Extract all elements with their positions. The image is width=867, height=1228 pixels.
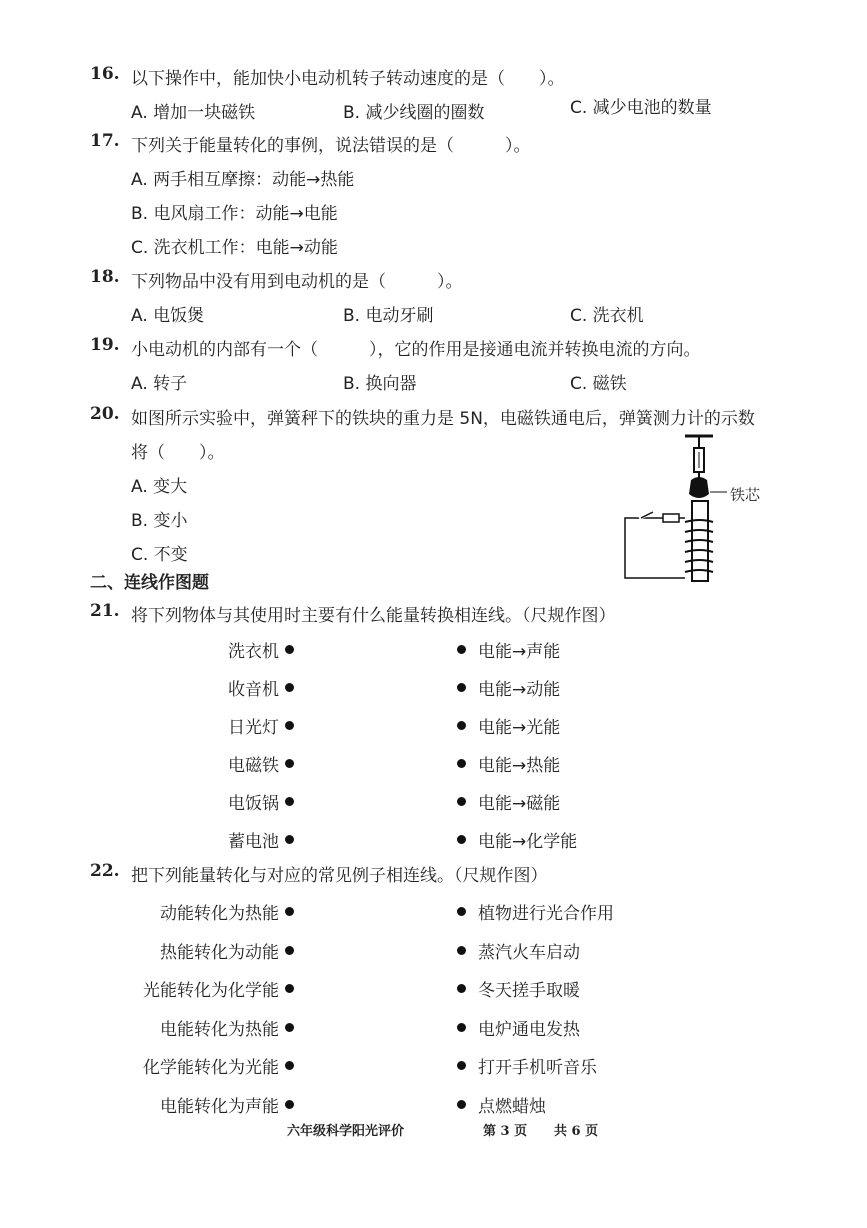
q22-right-dot[interactable] xyxy=(457,946,466,955)
q22-left-item: 热能转化为动能 xyxy=(160,942,279,963)
q20-option-a: A. 变大 xyxy=(131,477,188,497)
q22-text: 把下列能量转化与对应的常见例子相连线。（尺规作图） xyxy=(131,866,548,886)
q21-right-item: 电能→动能 xyxy=(478,680,561,700)
q21-right-dot[interactable] xyxy=(457,721,466,730)
q22-left-item: 电能转化为热能 xyxy=(160,1019,279,1040)
iron-block xyxy=(689,477,709,498)
q20-number: 20. xyxy=(90,404,120,424)
q21-left-item: 洗衣机 xyxy=(228,642,279,662)
q21-right-dot[interactable] xyxy=(457,645,466,654)
q22-left-dot[interactable] xyxy=(285,907,294,916)
q20-figure-label: 铁芯 xyxy=(730,486,761,504)
q22-right-item: 点燃蜡烛 xyxy=(478,1096,546,1117)
q22-right-item: 冬天搓手取暖 xyxy=(478,981,580,1001)
q22-left-dot[interactable] xyxy=(285,984,294,993)
q21-left-dot[interactable] xyxy=(285,797,294,806)
q17-option-a: A. 两手相互摩擦：动能→热能 xyxy=(131,170,355,190)
q22-right-dot[interactable] xyxy=(457,1100,466,1109)
q17-text: 下列关于能量转化的事例，说法错误的是（ ）。 xyxy=(131,136,531,156)
q22-right-item: 蒸汽火车启动 xyxy=(478,942,580,963)
q21-left-item: 日光灯 xyxy=(228,718,279,738)
q19-text: 小电动机的内部有一个（ ），它的作用是接通电流并转换电流的方向。 xyxy=(131,340,701,360)
section-2-title: 二、连线作图题 xyxy=(90,573,209,593)
q21-left-dot[interactable] xyxy=(285,721,294,730)
q20-text: 如图所示实验中，弹簧秤下的铁块的重力是 5N，电磁铁通电后，弹簧测力计的示数 xyxy=(131,409,755,429)
q22-right-item: 电炉通电发热 xyxy=(478,1019,580,1040)
q21-right-dot[interactable] xyxy=(457,759,466,768)
q22-right-dot[interactable] xyxy=(457,984,466,993)
q21-number: 21. xyxy=(90,601,120,621)
q18-option-c: C. 洗衣机 xyxy=(570,306,644,326)
footer-page: 第 3 页 xyxy=(483,1124,528,1139)
q16-text: 以下操作中，能加快小电动机转子转动速度的是（ ）。 xyxy=(131,69,565,89)
q21-left-dot[interactable] xyxy=(285,645,294,654)
q21-left-dot[interactable] xyxy=(285,759,294,768)
q19-option-b: B. 换向器 xyxy=(343,374,417,394)
q22-left-dot[interactable] xyxy=(285,1023,294,1032)
q18-number: 18. xyxy=(90,267,120,287)
q22-right-item: 植物进行光合作用 xyxy=(478,904,614,924)
q21-right-dot[interactable] xyxy=(457,797,466,806)
q18-option-b: B. 电动牙刷 xyxy=(343,306,434,326)
q21-right-item: 电能→化学能 xyxy=(478,832,578,852)
q22-left-item: 光能转化为化学能 xyxy=(143,981,279,1001)
q22-left-dot[interactable] xyxy=(285,946,294,955)
q21-left-item: 收音机 xyxy=(228,680,279,700)
q21-left-dot[interactable] xyxy=(285,835,294,844)
q22-right-dot[interactable] xyxy=(457,1023,466,1032)
q18-text: 下列物品中没有用到电动机的是（ ）。 xyxy=(131,272,463,292)
q22-right-item: 打开手机听音乐 xyxy=(478,1058,597,1078)
q18-option-a: A. 电饭煲 xyxy=(131,306,205,326)
q21-left-dot[interactable] xyxy=(285,683,294,692)
footer-total: 共 6 页 xyxy=(554,1124,599,1139)
q21-right-dot[interactable] xyxy=(457,683,466,692)
q22-right-dot[interactable] xyxy=(457,1061,466,1070)
q19-number: 19. xyxy=(90,335,120,355)
q22-left-dot[interactable] xyxy=(285,1100,294,1109)
q22-left-item: 电能转化为声能 xyxy=(160,1096,279,1117)
q17-number: 17. xyxy=(90,131,120,151)
q21-left-item: 电磁铁 xyxy=(228,756,279,776)
q21-right-item: 电能→热能 xyxy=(478,756,561,776)
q21-left-item: 电饭锅 xyxy=(228,794,279,814)
q16-option-b: B. 减少线圈的圈数 xyxy=(343,103,485,123)
q21-right-item: 电能→光能 xyxy=(478,718,561,738)
q16-number: 16. xyxy=(90,64,120,84)
q22-right-dot[interactable] xyxy=(457,907,466,916)
q16-option-a: A. 增加一块磁铁 xyxy=(131,103,256,123)
q21-left-item: 蓄电池 xyxy=(228,832,279,852)
q19-option-a: A. 转子 xyxy=(131,374,188,394)
footer-title: 六年级科学阳光评价 xyxy=(287,1124,405,1139)
q20-experiment-figure xyxy=(615,430,785,590)
q19-option-c: C. 磁铁 xyxy=(570,374,627,394)
q22-left-item: 化学能转化为光能 xyxy=(143,1058,279,1078)
q20-option-b: B. 变小 xyxy=(131,511,188,531)
q21-text: 将下列物体与其使用时主要有什么能量转换相连线。（尺规作图） xyxy=(131,606,616,626)
q20-text-line2: 将（ ）。 xyxy=(131,443,225,463)
q22-number: 22. xyxy=(90,861,120,881)
q17-option-b: B. 电风扇工作：动能→电能 xyxy=(131,204,338,224)
q21-right-item: 电能→磁能 xyxy=(478,794,561,814)
q20-option-c: C. 不变 xyxy=(131,545,188,565)
q22-left-item: 动能转化为热能 xyxy=(160,904,279,924)
q22-left-dot[interactable] xyxy=(285,1061,294,1070)
q21-right-dot[interactable] xyxy=(457,835,466,844)
q17-option-c: C. 洗衣机工作：电能→动能 xyxy=(131,238,338,258)
q16-option-c: C. 减少电池的数量 xyxy=(570,98,712,118)
q21-right-item: 电能→声能 xyxy=(478,642,561,662)
resistor xyxy=(663,514,679,522)
